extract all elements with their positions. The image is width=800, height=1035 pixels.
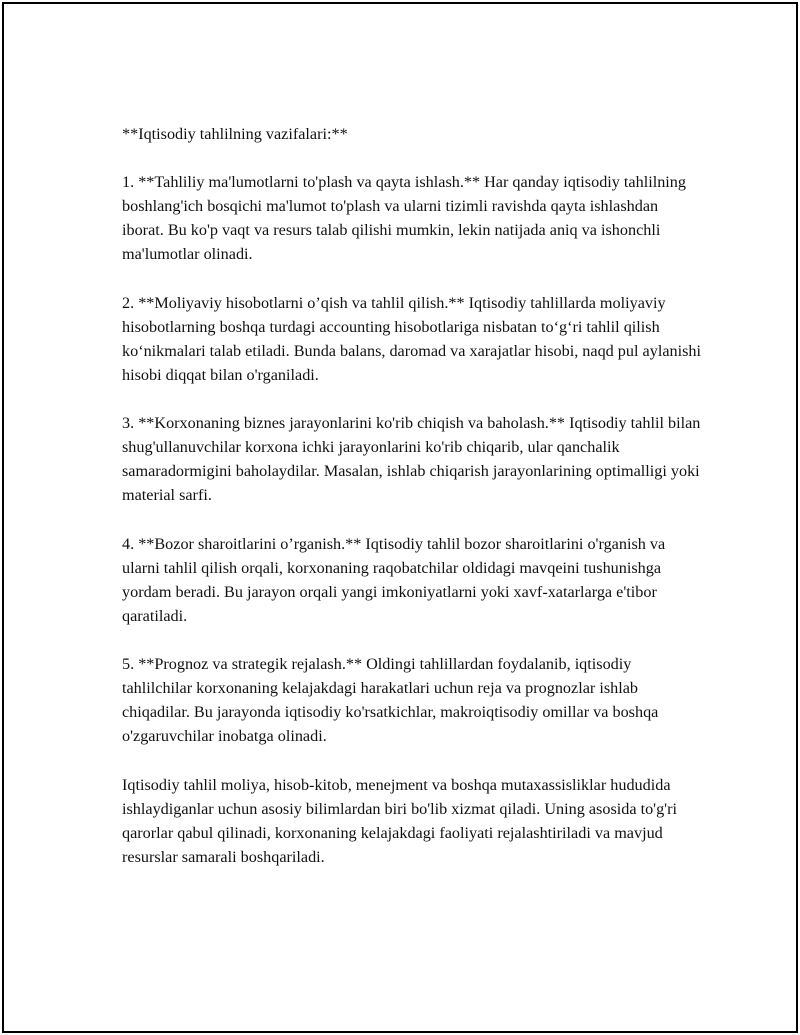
document-body — [122, 122, 702, 869]
document-title: **Iqtisodiy tahlilning vazifalari:** — [122, 125, 348, 143]
task-paragraph-1: 1. **Tahliliy ma'lumotlarni to'plash va qayta ishlash.** Har qanday iqtisodiy tahlilning boshlang'ich bosqichi ma'lumot to'plash va ularni tizimli ravishda qayta ishlashdan iborat. Bu ko'p vaqt va resurs talab qilishi mumkin, lekin natijada aniq va ishonchli ma'lumotlar olinadi. — [122, 173, 686, 264]
task-paragraph-5: 5. **Prognoz va strategik rejalash.** Oldingi tahlillardan foydalanib, iqtisodiy tahlilchilar korxonaning kelajakdagi harakatlari uchun reja va prognozlar ishlab chiqadilar. Bu jarayonda iqtisodiy ko'rsatkichlar, makroiqtisodiy omillar va boshqa o'zgaruvchilar inobatga olinadi. — [122, 655, 659, 746]
task-paragraph-4: 4. **Bozor sharoitlarini o’rganish.** Iqtisodiy tahlil bozor sharoitlarini o'rganish va ularni tahlil qilish orqali, korxonaning raqobatchilar oldidagi mavqeini tushunishga yordam beradi. Bu jarayon orqali yangi imkoniyatlarni yoki xavf-xatarlarga e'tibor qaratiladi. — [122, 534, 666, 625]
page-frame — [2, 2, 798, 1033]
task-paragraph-2: 2. **Moliyaviy hisobotlarni o’qish va tahlil qilish.** Iqtisodiy tahlillarda moliyaviy hisobotlarning boshqa turdagi accounting hisobotlariga nisbatan to‘g‘ri tahlil qilish ko‘nikmalari talab etiladi. Bunda balans, daromad va xarajatlar hisobi, naqd pul aylanishi hisobi diqqat bilan o'rganiladi. — [122, 293, 701, 384]
task-paragraph-3: 3. **Korxonaning biznes jarayonlarini ko'rib chiqish va baholash.** Iqtisodiy tahlil bilan shug'ullanuvchilar korxona ichki jarayonlarini ko'rib chiqarib, ular qanchalik samaradormigini baholaydilar. Masalan, ishlab chiqarish jarayonlarining optimalligi yoki material sarfi. — [122, 414, 701, 505]
conclusion-paragraph: Iqtisodiy tahlil moliya, hisob-kitob, menejment va boshqa mutaxassisliklar hududida ishlaydiganlar uchun asosiy bilimlardan biri bo'lib xizmat qiladi. Uning asosida to'g'ri qarorlar qabul qilinadi, korxonaning kelajakdagi faoliyati rejalashtiriladi va mavjud resurslar samarali boshqariladi. — [122, 775, 677, 866]
